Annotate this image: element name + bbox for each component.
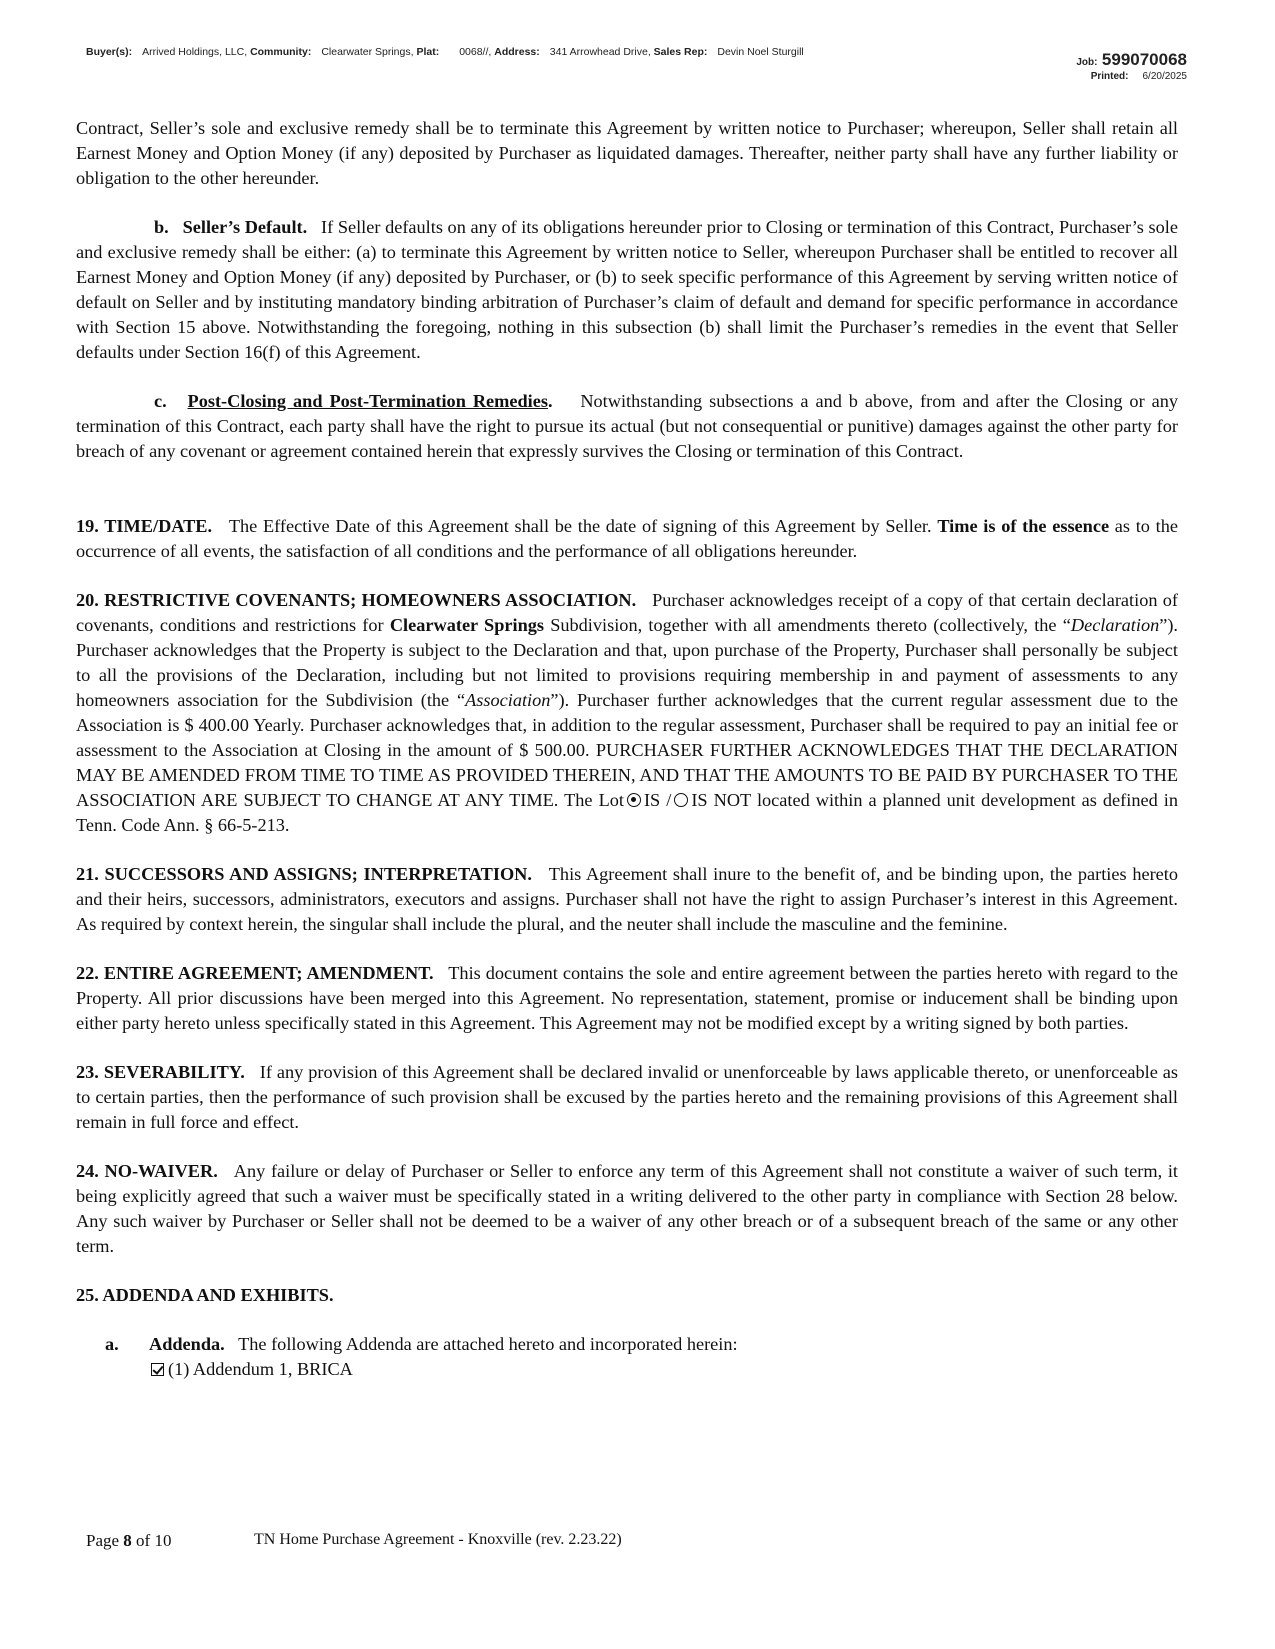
paragraph-c: c. Post-Closing and Post-Termination Remedies. Notwithstanding subsections a and b above, from and after the Closing or any termination of this Contract, each party shall have the right to pursue its actual (but not consequential or punitive) damages against the other party for breach of any covenant or agreement contained herein that expressly survives the Closing or termination of this Contract. — [76, 391, 1179, 461]
job-number: 599070068 — [1101, 50, 1187, 69]
plat-value: 0068//, — [459, 46, 492, 58]
section-21-heading: 21. SUCCESSORS AND ASSIGNS; INTERPRETATION. — [76, 864, 532, 884]
section-21-text: This Agreement shall inure to the benefit of, and be binding upon, the parties hereto and their heirs, successors, administrators, executors and assigns. Purchaser shall not have the right to assign Purchaser’s interest in this Agreement. As required by context herein, the singular shall include the plural, and the neuter shall include the masculine and the feminine. — [76, 864, 1178, 934]
section-20-heading: 20. RESTRICTIVE COVENANTS; HOMEOWNERS ASSOCIATION. — [76, 590, 637, 610]
section-19-bold: Time is of the essence — [937, 516, 1110, 536]
address-label: Address: — [494, 46, 540, 58]
section-19-text-2: as to the occurrence of all events, the satisfaction of all conditions and the performance of all obligations hereunder. — [76, 516, 1178, 561]
section-20-text-4: ”). Purchaser further acknowledges that the current regular assessment due to the Association is $ 400.00 Yearly. Purchaser acknowledges that, in addition to the regular assessment, Purchaser shall be required to pay an initial fee or assessment to the Association at Closing in the amount of $ 500.00. PURCHASER FURTHER ACKNOWLEDGES THAT THE DECLARATION MAY BE AMENDED FROM TIME TO TIME AS PROVIDED THEREIN, AND THAT THE AMOUNTS TO BE PAID BY PURCHASER TO THE ASSOCIATION ARE SUBJECT TO CHANGE AT ANY TIME. The Lot — [76, 690, 1178, 810]
section-24-text: Any failure or delay of Purchaser or Seller to enforce any term of this Agreement shall not constitute a waiver of such term, it being explicitly agreed that such a waiver must be specifically stated in a writing delivered to the other party in compliance with Section 28 below. Any such waiver by Purchaser or Seller shall not be deemed to be a waiver of any other breach or of a subsequent breach of the same or any other term. — [76, 1161, 1178, 1256]
section-20-association: Association — [465, 690, 551, 710]
page-number: 8 — [123, 1531, 132, 1550]
page-total: of 10 — [136, 1531, 172, 1550]
address-value: 341 Arrowhead Drive, — [549, 46, 651, 58]
sales-rep-value: Devin Noel Sturgill — [717, 46, 804, 58]
section-21 — [76, 862, 1178, 937]
para-b-title: Seller’s Default. — [182, 217, 308, 237]
section-20-declaration: Declaration — [1070, 615, 1160, 635]
section-19-heading: 19. TIME/DATE. — [76, 516, 213, 536]
addendum-1-label: (1) Addendum 1, BRICA — [168, 1359, 353, 1379]
community-value: Clearwater Springs, — [321, 46, 414, 58]
job-info — [1076, 50, 1187, 82]
job-label: Job: — [1076, 57, 1098, 68]
para-b-text: If Seller defaults on any of its obligations hereunder prior to Closing or termination of this Contract, Purchaser’s sole and exclusive remedy shall be either: (a) to terminate this Agreement by written notice to Seller, whereupon Purchaser shall be entitled to recover all Earnest Money and Option Money (if any) deposited by Purchaser, or (b) to seek specific performance of this Agreement by serving written notice of default on Seller and by instituting mandatory binding arbitration of Purchaser’s claim of default and demand for specific performance in accordance with Section 15 above. Notwithstanding the foregoing, nothing in this subsection (b) shall limit the Purchaser’s remedies in the event that Seller defaults under Section 16(f) of this Agreement. — [76, 217, 1178, 362]
document-title: TN Home Purchase Agreement - Knoxville (rev. 2.23.22) — [254, 1531, 622, 1548]
section-20-community: Clearwater Springs — [389, 615, 544, 635]
para-b-label: b. — [154, 217, 169, 237]
paragraph-a-continued: Contract, Seller’s sole and exclusive remedy shall be to terminate this Agreement by written notice to Purchaser; whereupon, Seller shall retain all Earnest Money and Option Money (if any) deposited by Purchaser as liquidated damages. Thereafter, neither party shall have any further liability or obligation to the other hereunder. — [76, 118, 1178, 188]
page-footer — [86, 1531, 622, 1551]
para-c-text: Notwithstanding subsections a and b above, from and after the Closing or any termination of this Contract, each party shall have the right to pursue its actual (but not consequential or punitive) damages against the other party for breach of any covenant or agreement contained herein that expressly survives the Closing or termination of this Contract. — [76, 391, 1179, 461]
section-19 — [76, 514, 1178, 564]
lot-is-radio[interactable] — [627, 793, 641, 807]
section-25-heading: 25. ADDENDA AND EXHIBITS. — [76, 1285, 334, 1305]
section-23-heading: 23. SEVERABILITY. — [76, 1062, 245, 1082]
printed-label: Printed: — [1090, 71, 1129, 82]
para-c-title: Post-Closing and Post-Termination Remedies — [187, 391, 548, 411]
section-22-heading: 22. ENTIRE AGREEMENT; AMENDMENT. — [76, 963, 434, 983]
plat-label: Plat: — [416, 46, 440, 58]
section-24 — [76, 1159, 1178, 1259]
section-24-heading: 24. NO-WAIVER. — [76, 1161, 218, 1181]
section-20-text-3: ”). Purchaser acknowledges that the Property is subject to the Declaration and that, upon purchase of the Property, Purchaser shall personally be subject to all the provisions of the Declaration, including but not limited to provisions requiring membership in and payment of assessments to any homeowners association for the Subdivision (the “ — [76, 615, 1179, 710]
addenda-item — [76, 1332, 1178, 1357]
lot-is-not-label: IS NOT located within a planned unit development as defined in Tenn. Code Ann. § 66-5-213. — [76, 790, 1178, 835]
section-25 — [76, 1283, 1178, 1308]
section-22 — [76, 961, 1178, 1036]
buyer-label: Buyer(s): — [86, 46, 133, 58]
printed-date: 6/20/2025 — [1142, 71, 1187, 82]
section-22-text: This document contains the sole and entire agreement between the parties hereto with regard to the Property. All prior discussions have been merged into this Agreement. No representation, statement, promise or inducement shall be binding upon either party hereto unless specifically stated in this Agreement. This Agreement may not be modified except by a writing signed by both parties. — [76, 963, 1178, 1033]
paragraph-b — [76, 215, 1178, 365]
addendum-1-checkbox[interactable] — [151, 1363, 164, 1376]
addendum-1-row — [76, 1357, 1178, 1382]
lot-is-label: IS / — [643, 790, 672, 810]
addenda-label: a. — [105, 1334, 119, 1354]
addenda-title: Addenda. — [149, 1334, 225, 1354]
section-20-text-1: Purchaser acknowledges receipt of a copy of that certain declaration of covenants, conditions and restrictions for — [76, 590, 1178, 635]
section-23-text: If any provision of this Agreement shall be declared invalid or unenforceable by laws applicable thereto, or unenforceable as to certain parties, then the performance of such provision shall be excused by the parties hereto and the remaining provisions of this Agreement shall remain in full force and effect. — [76, 1062, 1178, 1132]
page-prefix: Page — [86, 1531, 120, 1550]
para-c-label: c. — [154, 391, 167, 411]
community-label: Community: — [250, 46, 312, 58]
section-23 — [76, 1060, 1178, 1135]
lot-is-not-radio[interactable] — [674, 793, 688, 807]
addenda-text: The following Addenda are attached hereto and incorporated herein: — [238, 1334, 738, 1354]
document-body — [76, 116, 1178, 1382]
section-19-text: The Effective Date of this Agreement shall be the date of signing of this Agreement by Seller. — [228, 516, 932, 536]
page-header — [86, 46, 1192, 58]
buyer-value: Arrived Holdings, LLC, — [142, 46, 248, 58]
section-20 — [76, 588, 1178, 838]
section-20-text-2: Subdivision, together with all amendments thereto (collectively, the “ — [550, 615, 1071, 635]
sales-rep-label: Sales Rep: — [653, 46, 708, 58]
